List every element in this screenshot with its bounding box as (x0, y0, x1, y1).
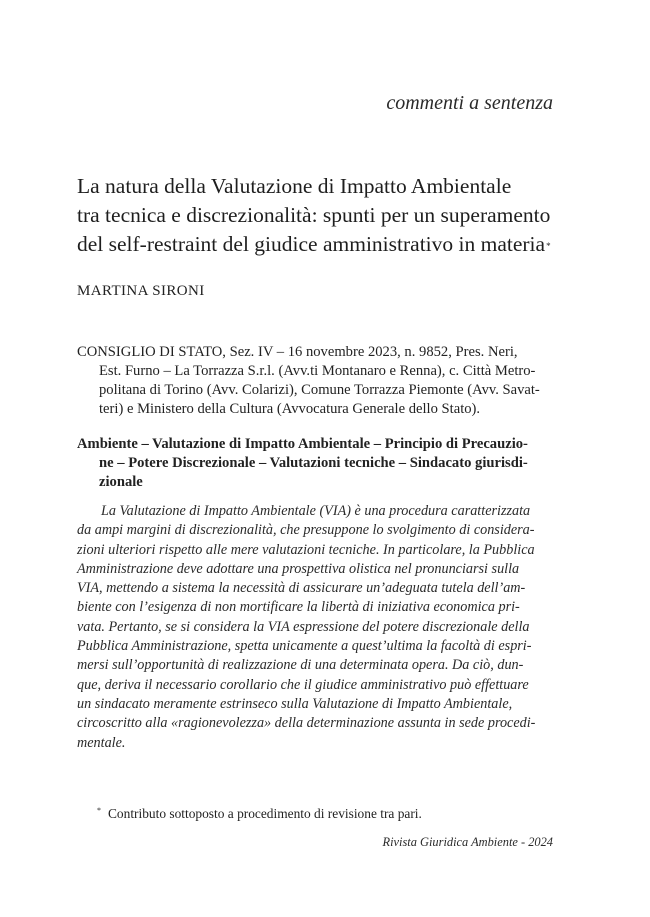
author-name: MARTINA SIRONI (77, 283, 205, 299)
abstract-line: da ampi margini di discrezionalità, che presuppone lo svolgimento di considera- (77, 522, 535, 539)
article-title (77, 172, 577, 259)
title-line: La natura della Valutazione di Impatto Ambientale (77, 174, 512, 198)
abstract-line: mersi sull’opportunità di realizzazione di una determinata opera. Da ciò, dun- (77, 657, 524, 674)
journal-name: Rivista Giuridica Ambiente (382, 835, 518, 849)
case-reference-line: Est. Furno – La Torrazza S.r.l. (Avv.ti Montanaro e Renna), c. Città Metro- (99, 363, 536, 379)
abstract-line: biente con l’esigenza di non mortificare la libertà di iniziativa economica pri- (77, 599, 520, 616)
case-reference-line: politana di Torino (Avv. Colarizi), Comune Torrazza Piemonte (Avv. Savat- (99, 382, 540, 398)
running-footer (383, 835, 553, 850)
abstract-line: un sindacato meramente estrinseco sulla Valutazione di Impatto Ambientale, (77, 695, 513, 712)
footnote (97, 806, 422, 822)
abstract-line: mentale. (77, 734, 126, 751)
case-reference-line: CONSIGLIO DI STATO, Sez. IV – 16 novembre 2023, n. 9852, Pres. Neri, (77, 344, 518, 360)
section-label: commenti a sentenza (386, 92, 553, 114)
title-line-text: del self-restraint del giudice amministrativo in materia (77, 232, 546, 256)
keywords (77, 435, 557, 492)
keywords-line: zionale (99, 474, 143, 490)
title-line: tra tecnica e discrezionalità: spunti per un superamento (77, 203, 551, 227)
abstract-line: La Valutazione di Impatto Ambientale (VIA) è una procedura caratterizzata (101, 503, 531, 519)
keywords-line: ne – Potere Discrezionale – Valutazioni tecniche – Sindacato giurisdi- (99, 455, 528, 471)
abstract (77, 502, 557, 753)
journal-year: 2024 (528, 835, 553, 849)
footnote-mark: * (97, 806, 101, 815)
footnote-text: Contributo sottoposto a procedimento di revisione tra pari. (108, 806, 422, 821)
abstract-line: vata. Pertanto, se si considera la VIA espressione del potere discrezionale della (77, 618, 530, 635)
abstract-line: que, deriva il necessario corollario che il giudice amministrativo può effettuare (77, 676, 529, 693)
title-footnote-mark: * (546, 241, 551, 251)
case-reference (77, 343, 557, 419)
abstract-line: Pubblica Amministrazione, spetta unicamente a quest’ultima la facoltà di espri- (77, 638, 532, 655)
abstract-line: Amministrazione deve adottare una prospettiva olistica nel pronunciarsi sulla (77, 560, 520, 577)
abstract-line: VIA, mettendo a sistema la necessità di assicurare un’adeguata tutela dell’am- (77, 580, 526, 597)
case-reference-line: teri) e Ministero della Cultura (Avvocatura Generale dello Stato). (99, 401, 481, 417)
abstract-line: zioni ulteriori rispetto alle mere valutazioni tecniche. In particolare, la Pubblica (77, 541, 535, 558)
keywords-line: Ambiente – Valutazione di Impatto Ambientale – Principio di Precauzio- (77, 436, 528, 452)
title-line (77, 230, 577, 259)
abstract-line: circoscritto alla «ragionevolezza» della determinazione assunta in sede procedi- (77, 715, 536, 732)
footer-separator: - (517, 835, 529, 849)
